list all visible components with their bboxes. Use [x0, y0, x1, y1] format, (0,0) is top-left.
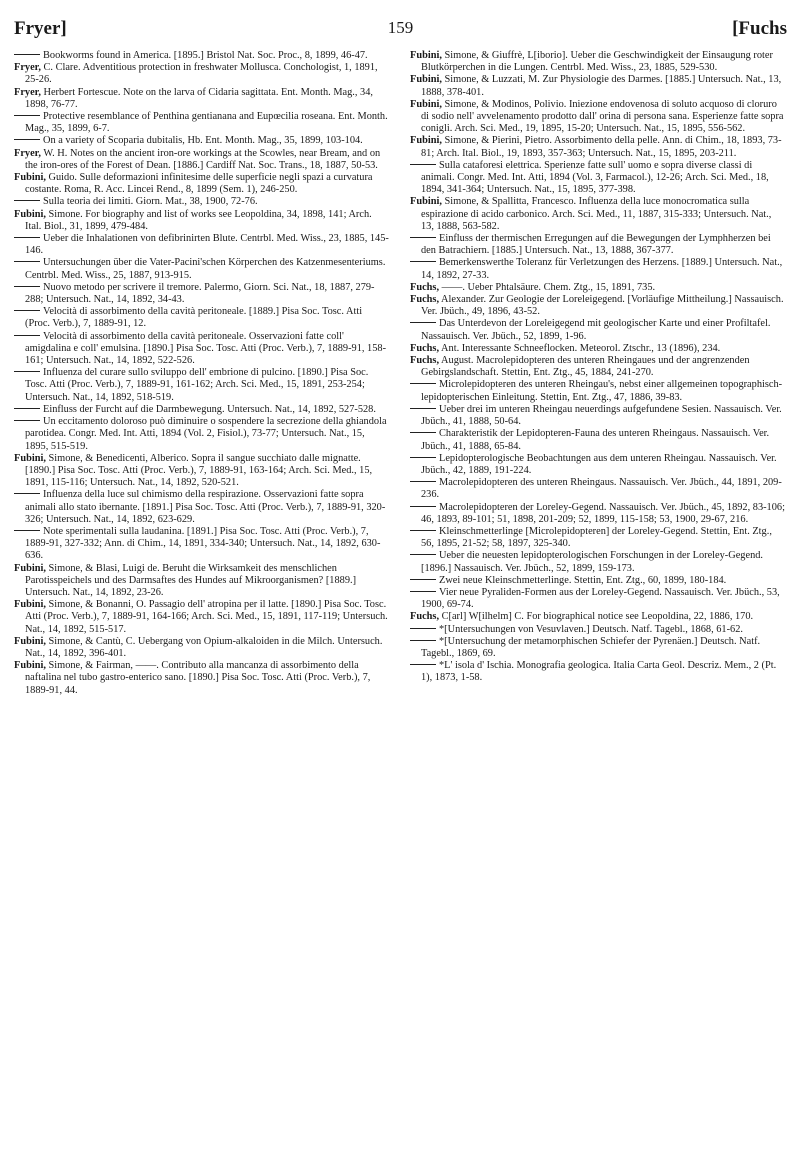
bibliography-entry — [14, 404, 389, 416]
entry-text: Guido. Sulle deformazioni infinitesime delle superficie negli spazi a curvatura costante. Roma, R. Acc. Lincei Rend., 8, 1899 (Sem. 1), 246-250. — [25, 172, 373, 196]
author-name: Fubini, — [410, 98, 442, 110]
entry-text: Einfluss der thermischen Erregungen auf die Bewegungen der Lymphherzen bei den Batrachiern. [1885.] Untersuch. Nat., 13, 1888, 367-377. — [421, 233, 771, 257]
entry-text: Ueber die Inhalationen von defibrinirten Blute. Centrbl. Med. Wiss., 23, 1885, 145-146. — [25, 233, 389, 257]
bibliography-entry — [14, 331, 389, 368]
entry-text: Ant. Interessante Schneeflocken. Meteorol. Ztschr., 13 (1896), 234. — [441, 342, 721, 354]
entry-text: Herbert Fortescue. Note on the larva of Cidaria sagittata. Ent. Month. Mag., 34, 1898, 76-77. — [25, 86, 373, 110]
bibliography-entry — [14, 599, 389, 636]
author-name: Fuchs, — [410, 342, 440, 354]
bibliography-entry — [410, 318, 785, 342]
ditto-dash — [410, 164, 436, 165]
ditto-dash — [410, 237, 436, 238]
ditto-dash — [410, 530, 436, 531]
ditto-dash — [14, 54, 40, 55]
entry-text: Lepidopterologische Beobachtungen aus dem unteren Rheingau. Nassauisch. Ver. Jbüch., 42, 1889, 191-224. — [421, 452, 777, 476]
author-name: Fubini, — [410, 50, 442, 61]
bibliography-entry — [410, 343, 785, 355]
entry-text: Macrolepidopteren der Loreley-Gegend. Nassauisch. Ver. Jbüch., 45, 1892, 83-106; 46, 1893, 89-101; 51, 1898, 201-209; 52, 1899, 115-158; 53, 1900, 29-67, 216. — [421, 501, 785, 525]
bibliography-entry — [14, 135, 389, 147]
bibliography-entry — [410, 99, 785, 136]
bibliography-entry — [410, 660, 785, 684]
ditto-dash — [14, 335, 40, 336]
ditto-dash — [410, 432, 436, 433]
bibliography-entry — [14, 453, 389, 490]
bibliography-entry — [14, 416, 389, 453]
bibliography-entry — [410, 160, 785, 197]
entry-text: Kleinschmetterlinge [Microlepidopteren] der Loreley-Gegend. Stettin, Ent. Ztg., 56, 1895, 21-52; 58, 1897, 325-340. — [421, 525, 772, 550]
header-left-term: Fryer] — [14, 18, 67, 39]
entry-text: Simone, & Luzzati, M. Zur Physiologie des Darmes. [1885.] Untersuch. Nat., 13, 1888, 378-401. — [421, 74, 782, 98]
ditto-dash — [14, 237, 40, 238]
entry-text: Protective resemblance of Penthina gentianana and Eupœcilia roseana. Ent. Month. Mag., 35, 1899, 6-7. — [25, 111, 388, 135]
author-name: Fubini, — [14, 208, 46, 220]
page-header — [14, 18, 787, 44]
ditto-dash — [410, 383, 436, 384]
ditto-dash — [410, 457, 436, 458]
entry-text: Macrolepidopteren des unteren Rheingaus. Nassauisch. Ver. Jbüch., 44, 1891, 209-236. — [421, 477, 782, 501]
entry-text: Simone, & Cantù, C. Uebergang von Opium-alkaloiden in die Milch. Untersuch. Nat., 14, 1892, 396-401. — [25, 635, 383, 659]
author-name: Fuchs, — [410, 611, 440, 623]
entry-text: Simone, & Giuffrè, L[iborio]. Ueber die Geschwindigkeit der Einsaugung roter Blutkörperchen in die Lungen. Centrbl. Med. Wiss., 23, 1885, 529-530. — [421, 50, 773, 74]
page-number: 159 — [387, 18, 414, 37]
bibliography-entry — [14, 50, 389, 62]
ditto-dash — [410, 640, 436, 641]
entry-text: Ueber drei im unteren Rheingau neuerdings aufgefundene Sesien. Nassauisch. Ver. Jbüch., 41, 1888, 50-64. — [421, 403, 782, 428]
entry-text: Charakteristik der Lepidopteren-Fauna des unteren Rheingaus. Nassauisch. Ver. Jbüch., 41, 1888, 65-84. — [421, 428, 770, 452]
bibliography-entry — [410, 477, 785, 501]
ditto-dash — [410, 261, 436, 262]
bibliography-entry — [410, 257, 785, 281]
bibliography-entry — [410, 624, 785, 636]
entry-text: *[Untersuchung der metamorphischen Schiefer der Pyrenäen.] Deutsch. Natf. Tagebl., 1869, 69. — [421, 635, 761, 659]
bibliography-entry — [410, 575, 785, 587]
bibliography-entry — [410, 379, 785, 403]
entry-text: Un eccitamento doloroso può diminuire o sospendere la secrezione della ghiandola parotidea. Congr. Med. Int. Atti, 1894 (Vol. 2, Fisiol.), 73-77; Untersuch. Nat., 15, 1895, 515-519. — [25, 416, 387, 452]
entry-text: Simone. For biography and list of works see Leopoldina, 34, 1898, 141; Arch. Ital. Biol., 31, 1899, 479-484. — [25, 208, 372, 232]
author-name: Fubini, — [14, 635, 46, 647]
author-name: Fubini, — [14, 172, 46, 184]
entry-text: Simone, & Fairman, ——. Contributo alla mancanza di assorbimento della naftalina nel tubo gastro-enterico sano. [1890.] Pisa Soc. Tosc. Atti (Proc. Verb.), 7, 1889-91, 44. — [25, 660, 371, 696]
author-name: Fryer, — [14, 62, 41, 74]
bibliography-entry — [410, 50, 785, 74]
bibliography-entry — [410, 294, 785, 318]
bibliography-entry — [410, 135, 785, 159]
bibliography-entry — [14, 306, 389, 330]
bibliography-entry — [410, 355, 785, 379]
left-column — [14, 50, 389, 697]
entry-text: Bemerkenswerthe Toleranz für Verletzungen des Herzens. [1889.] Untersuch. Nat., 14, 1892, 27-33. — [421, 257, 783, 281]
author-name: Fryer, — [14, 147, 41, 159]
author-name: Fubini, — [14, 452, 46, 464]
ditto-dash — [410, 506, 436, 507]
bibliography-entry — [410, 550, 785, 574]
bibliography-entry — [14, 62, 389, 86]
bibliography-entry — [14, 367, 389, 404]
bibliography-entry — [14, 111, 389, 135]
author-name: Fuchs, — [410, 355, 440, 367]
bibliography-entry — [410, 404, 785, 428]
bibliography-entry — [14, 196, 389, 208]
bibliography-entry — [410, 282, 785, 294]
author-name: Fryer, — [14, 86, 41, 98]
entry-text: Einfluss der Furcht auf die Darmbewegung. Untersuch. Nat., 14, 1892, 527-528. — [43, 403, 376, 415]
bibliography-entry — [14, 233, 389, 257]
entry-text: Simone, & Modinos, Polivio. Iniezione endovenosa di soluto acquoso di cloruro di sodio nell' avvelenamento prodotto dall' orina di persona sana. Esperienze fatte sopra conigli. Arch. Sci. Med., 19, 1895, 15-20; Untersuch. Nat., 15, 1895, 556-562. — [421, 98, 784, 135]
entry-text: Alexander. Zur Geologie der Loreleigegend. [Vorläufige Mittheilung.] Nassauisch. Ver. Jbüch., 49, 1896, 43-52. — [421, 294, 784, 318]
right-column — [410, 50, 785, 685]
ditto-dash — [410, 579, 436, 580]
header-right-term: [Fuchs — [732, 18, 787, 39]
bibliography-entry — [410, 636, 785, 660]
entry-text: Nuovo metodo per scrivere il tremore. Palermo, Giorn. Sci. Nat., 18, 1887, 279-288; Untersuch. Nat., 14, 1892, 34-43. — [25, 281, 375, 306]
entry-text: Simone, & Blasi, Luigi de. Beruht die Wirksamkeit des menschlichen Parotisspeichels und des Darmsaftes des Hundes auf Mikroorganismen? [1889.] Untersuch. Nat., 14, 1892, 23-26. — [25, 562, 357, 598]
entry-text: Vier neue Pyraliden-Formen aus der Loreley-Gegend. Nassauisch. Ver. Jbüch., 53, 1900, 69-74. — [421, 586, 780, 611]
ditto-dash — [14, 408, 40, 409]
author-name: Fubini, — [410, 135, 442, 147]
entry-text: Simone, & Spallitta, Francesco. Influenza della luce monocromatica sulla espirazione di acido carbonico. Arch. Sci. Med., 11, 1887, 315-333; Untersuch. Nat., 13, 1888, 563-582. — [421, 196, 772, 232]
bibliography-entry — [14, 660, 389, 697]
bibliography-entry — [14, 257, 389, 281]
entry-text: *[Untersuchungen von Vesuvlaven.] Deutsch. Natf. Tagebl., 1868, 61-62. — [439, 623, 743, 635]
ditto-dash — [410, 322, 436, 323]
ditto-dash — [410, 628, 436, 629]
author-name: Fuchs, — [410, 281, 440, 293]
ditto-dash — [14, 286, 40, 287]
entry-text: Simone, & Pierini, Pietro. Assorbimento della pelle. Ann. di Chim., 18, 1893, 73-81; Arch. Ital. Biol., 19, 1893, 357-363; Untersuch. Nat., 15, 1895, 203-211. — [421, 135, 782, 159]
entry-text: Sulla teoria dei limiti. Giorn. Mat., 38, 1900, 72-76. — [43, 196, 258, 208]
bibliography-entry — [410, 428, 785, 452]
entry-text: Untersuchungen über die Vater-Pacini'schen Körperchen des Katzenmesenteriums. Centrbl. Med. Wiss., 25, 1887, 913-915. — [25, 257, 386, 281]
ditto-dash — [14, 261, 40, 262]
entry-text: On a variety of Scoparia dubitalis, Hb. Ent. Month. Mag., 35, 1899, 103-104. — [43, 135, 363, 147]
entry-text: August. Macrolepidopteren des unteren Rheingaues und der angrenzenden Gebirgslandschaft. Stettin, Ent. Ztg., 45, 1884, 241-270. — [421, 355, 750, 379]
entry-text: *L' isola d' Ischia. Monografia geologica. Italia Carta Geol. Descriz. Mem., 2 (Pt. 1), 1873, 1-58. — [421, 660, 777, 684]
ditto-dash — [14, 139, 40, 140]
bibliography-entry — [14, 87, 389, 111]
entry-text: Zwei neue Kleinschmetterlinge. Stettin, Ent. Ztg., 60, 1899, 180-184. — [439, 574, 727, 586]
entry-text: Influenza del curare sullo sviluppo dell' embrione di pulcino. [1890.] Pisa Soc. Tosc. Atti (Proc. Verb.), 7, 1889-91, 161-162; Arch. Sci. Med., 15, 1891, 253-254; Untersuch. Nat., 14, 1892, 518-519. — [25, 367, 369, 403]
entry-text: Simone, & Bonanni, O. Passagio dell' atropina per il latte. [1890.] Pisa Soc. Tosc. Atti (Proc. Verb.), 7, 1889-91, 164-166; Arch. Sci. Med., 15, 1891, 117-119; Untersuch. Nat., 14, 1892, 515-517. — [25, 599, 388, 635]
ditto-dash — [14, 310, 40, 311]
ditto-dash — [14, 420, 40, 421]
entry-text: Microlepidopteren des unteren Rheingau's, nebst einer allgemeinen topographisch-lepidopterischen Einleitung. Stettin, Ent. Ztg., 47, 1886, 39-83. — [421, 379, 783, 403]
bibliography-entry — [14, 526, 389, 563]
entry-text: C. Clare. Adventitious protection in freshwater Mollusca. Conchologist, 1, 1891, 25-26. — [25, 62, 378, 86]
entry-text: Ueber die neuesten lepidopterologischen Forschungen in der Loreley-Gegend. [1896.] Nassauisch. Ver. Jbüch., 52, 1899, 159-173. — [421, 550, 763, 574]
bibliography-entry — [410, 74, 785, 98]
bibliography-entry — [14, 172, 389, 196]
ditto-dash — [14, 530, 40, 531]
bibliography-entry — [14, 636, 389, 660]
bibliography-entry — [410, 502, 785, 526]
author-name: Fuchs, — [410, 294, 440, 306]
ditto-dash — [410, 481, 436, 482]
ditto-dash — [410, 554, 436, 555]
entry-text: Bookworms found in America. [1895.] Bristol Nat. Soc. Proc., 8, 1899, 46-47. — [43, 50, 368, 61]
ditto-dash — [410, 664, 436, 665]
author-name: Fubini, — [14, 562, 46, 574]
ditto-dash — [410, 408, 436, 409]
author-name: Fubini, — [14, 660, 46, 672]
bibliography-entry — [14, 489, 389, 526]
entry-text: Das Unterdevon der Loreleigegend mit geologischer Karte und einer Profiltafel. Nassauisch. Ver. Jbüch., 52, 1899, 1-96. — [421, 318, 771, 342]
ditto-dash — [14, 493, 40, 494]
entry-text: Simone, & Benedicenti, Alberico. Sopra il sangue succhiato dalle mignatte. [1890.] Pisa Soc. Tosc. Atti (Proc. Verb.), 7, 1889-91, 163-164; Arch. Sci. Med., 15, 1891, 115-116; Untersuch. Nat., 14, 1892, 520-521. — [25, 452, 373, 489]
ditto-dash — [14, 371, 40, 372]
bibliography-entry — [410, 196, 785, 233]
entry-text: Velocità di assorbimento della cavità peritoneale. Osservazioni fatte coll' amigdalina e coll' emulsina. [1890.] Pisa Soc. Tosc. Atti (Proc. Verb.), 7, 1889-91, 158-161; Untersuch. Nat., 14, 1892, 522-526. — [25, 330, 387, 367]
entry-text: Sulla cataforesi elettrica. Sperienze fatte sull' uomo e sopra diverse classi di animali. Congr. Med. Int. Atti, 1894 (Vol. 3, Farmacol.), 12-26; Arch. Sci. Med., 18, 1894, 341-364; Untersuch. Nat., 15, 1895, 377-398. — [421, 159, 769, 196]
entry-text: W. H. Notes on the ancient iron-ore workings at the Scowles, near Bream, and on the iron-ores of the Forest of Dean. [1886.] Cardiff Nat. Soc. Trans., 18, 1887, 50-53. — [25, 147, 381, 171]
bibliography-entry — [410, 611, 785, 623]
entry-text: Influenza della luce sul chimismo della respirazione. Osservazioni fatte sopra animali allo stato ibernante. [1891.] Pisa Soc. Tosc. Atti (Proc. Verb.), 7, 1889-91, 320-326; Untersuch. Nat., 14, 1892, 623-629. — [25, 489, 386, 525]
ditto-dash — [14, 115, 40, 116]
bibliography-entry — [410, 453, 785, 477]
bibliography-entry — [410, 587, 785, 611]
author-name: Fubini, — [410, 196, 442, 208]
entry-text: Velocità di assorbimento della cavità peritoneale. [1889.] Pisa Soc. Tosc. Atti (Proc. Verb.), 7, 1889-91, 12. — [25, 306, 363, 330]
entry-text: C[arl] W[ilhelm] C. For biographical notice see Leopoldina, 22, 1886, 170. — [441, 611, 754, 623]
bibliography-entry — [14, 148, 389, 172]
author-name: Fubini, — [14, 599, 46, 611]
entry-text: ——. Ueber Phtalsäure. Chem. Ztg., 15, 1891, 735. — [441, 281, 656, 293]
bibliography-entry — [14, 282, 389, 306]
bibliography-entry — [14, 563, 389, 600]
ditto-dash — [410, 591, 436, 592]
ditto-dash — [14, 200, 40, 201]
author-name: Fubini, — [410, 74, 442, 86]
bibliography-entry — [410, 233, 785, 257]
bibliography-entry — [410, 526, 785, 550]
entry-text: Note sperimentali sulla laudanina. [1891.] Pisa Soc. Tosc. Atti (Proc. Verb.), 7, 1889-91, 327-332; Ann. di Chim., 14, 1891, 334-340; Untersuch. Nat., 14, 1892, 630-636. — [25, 525, 381, 562]
bibliography-entry — [14, 209, 389, 233]
